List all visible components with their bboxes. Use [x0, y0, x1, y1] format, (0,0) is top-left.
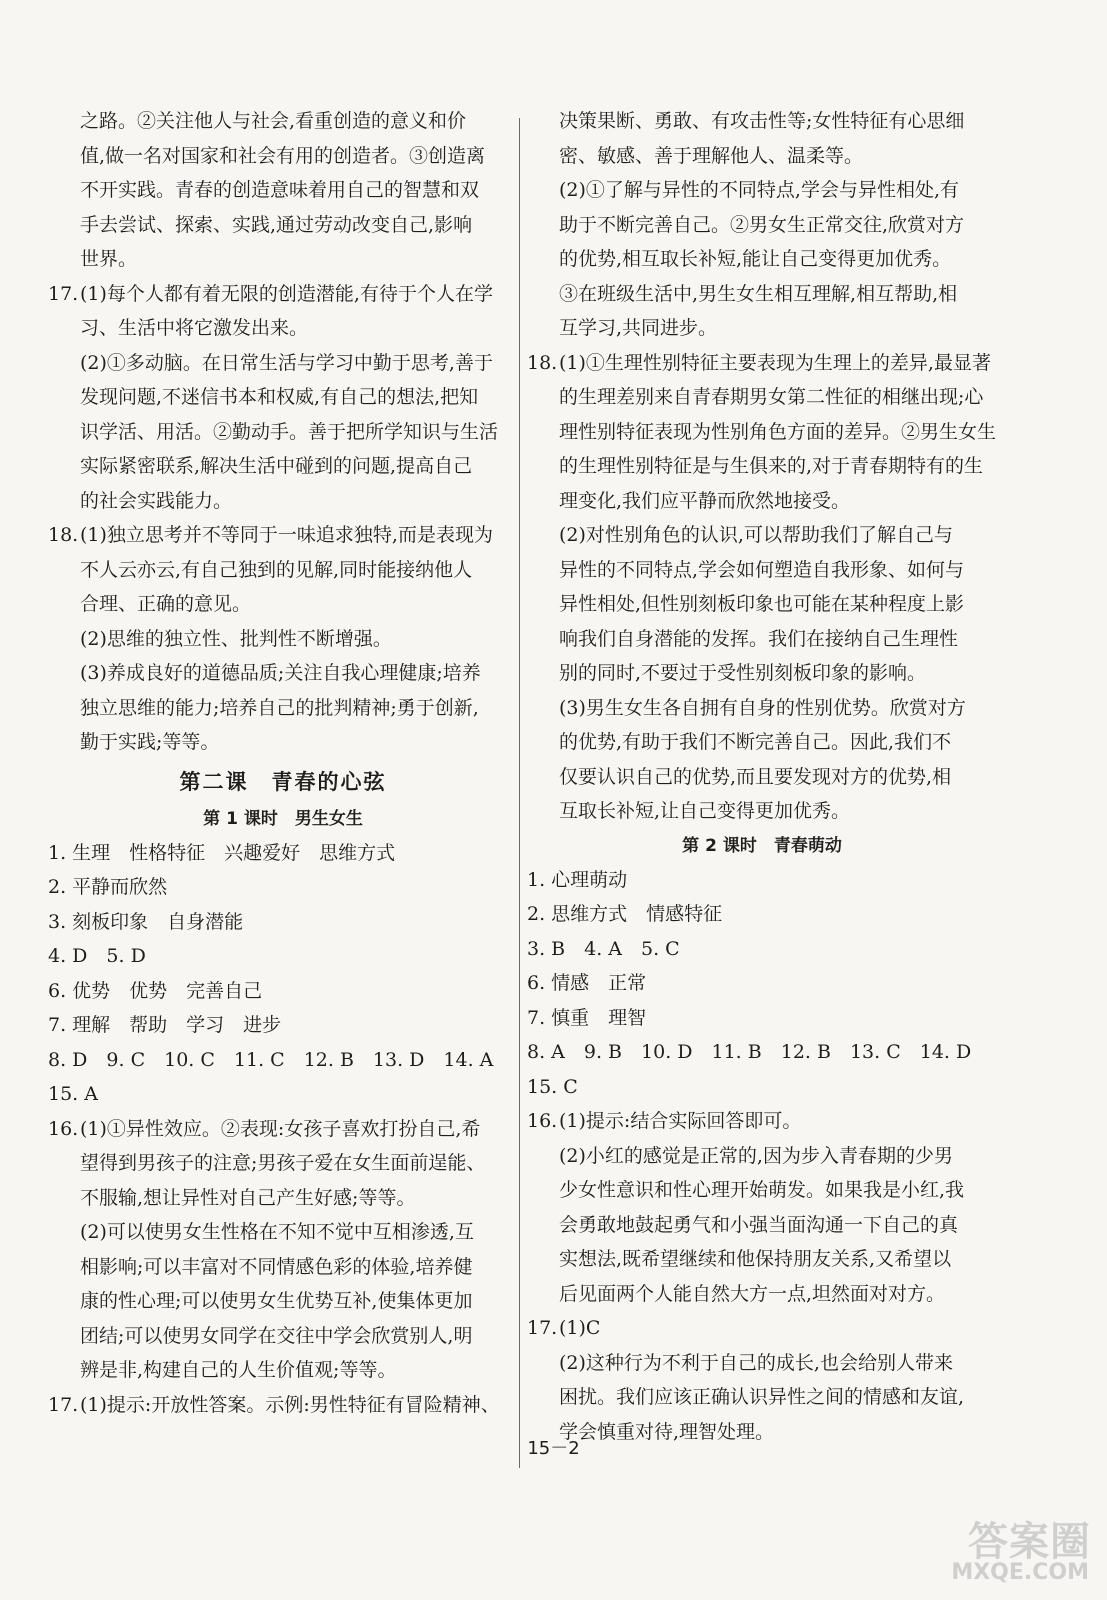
text-line: 仅要认识自己的优势,而且要发现对方的优势,相	[559, 765, 952, 788]
answer-17-period1	[48, 1388, 518, 1423]
text-line: (2)思维的独立性、批判性不断增强。	[80, 627, 392, 650]
answer-line: 3. 刻板印象 自身潜能	[48, 910, 244, 933]
answer-18	[527, 346, 997, 829]
text-line: (2)小红的感觉是正常的,因为步入青春期的少男	[559, 1144, 953, 1167]
text-line: (1)每个人都有着无限的创造潜能,有待于个人在学	[80, 282, 493, 305]
answer-line: 8. D 9. C 10. C 11. C 12. B 13. D 14. A	[48, 1048, 494, 1071]
answer-17	[48, 277, 518, 519]
text-line: 手去尝试、探索、实践,通过劳动改变自己,影响	[80, 213, 473, 236]
text-line: (1)C	[559, 1317, 601, 1339]
text-line: 理变化,我们应平静而欣然地接受。	[559, 489, 851, 512]
text-line: (2)①了解与异性的不同特点,学会与异性相处,有	[559, 179, 959, 201]
answer-line: 6. 情感 正常	[527, 972, 647, 994]
answer-line: 15. C	[527, 1075, 578, 1098]
question-number: 18.	[48, 524, 79, 546]
text-line: ③在班级生活中,男生女生相互理解,相互帮助,相	[559, 282, 958, 305]
text-line: 辨是非,构建自己的人生价值观;等等。	[80, 1359, 397, 1381]
short-answers	[527, 863, 997, 1105]
text-line: 不开实践。青春的创造意味着用自己的智慧和双	[80, 179, 480, 201]
right-column	[527, 104, 997, 1449]
text-line: 后见面两个人能自然大方一点,坦然面对对方。	[559, 1282, 946, 1305]
text-line: 的生理差别来自青春期男女第二性征的相继出现;心	[559, 386, 984, 408]
text-line: 望得到男孩子的注意;男孩子爱在女生面前逞能、	[80, 1152, 486, 1174]
text-line: 发现问题,不迷信书本和权威,有自己的想法,把知	[80, 386, 479, 408]
text-line: 不人云亦云,有自己独到的见解,同时能接纳他人	[80, 558, 473, 581]
text-line: 之路。②关注他人与社会,看重创造的意义和价	[80, 110, 467, 132]
text-line: (2)可以使男女生性格在不知不觉中互相渗透,互	[80, 1221, 474, 1243]
short-answers	[48, 836, 518, 1112]
text-line: 习、生活中将它激发出来。	[80, 317, 309, 339]
answer-line: 2. 平静而欣然	[48, 876, 168, 898]
text-line: 异性的不同特点,学会如何塑造自我形象、如何与	[559, 558, 965, 581]
text-line: (2)对性别角色的认识,可以帮助我们了解自己与	[559, 524, 953, 546]
lesson-title: 第二课 青春的心弦	[179, 769, 387, 794]
text-line: 实想法,既希望继续和他保持朋友关系,又希望以	[559, 1248, 952, 1270]
column-divider	[519, 118, 520, 1468]
text-line: 异性相处,但性别刻板印象也可能在某种程度上影	[559, 593, 965, 615]
text-line: (1)①异性效应。②表现:女孩子喜欢打扮自己,希	[80, 1117, 481, 1140]
text-line: 的生理性别特征是与生俱来的,对于青春期特有的生	[559, 455, 984, 477]
text-line: 团结;可以使男女同学在交往中学会欣赏别人,明	[80, 1324, 473, 1347]
question-number: 18.	[527, 351, 558, 374]
text-line: 康的性心理;可以使男女生优势互补,使集体更加	[80, 1290, 473, 1312]
text-line: 的优势,有助于我们不断完善自己。因此,我们不	[559, 731, 952, 753]
text-line: 勤于实践;等等。	[80, 731, 220, 753]
text-line: 别的同时,不要过于受性别刻板印象的影响。	[559, 662, 927, 684]
answer-16	[48, 1112, 518, 1388]
left-column	[48, 104, 518, 1422]
question-number: 17.	[48, 282, 79, 305]
answer-line: 1. 生理 性格特征 兴趣爱好 思维方式	[48, 841, 396, 864]
intro-block	[48, 104, 518, 277]
answer-17	[527, 1311, 997, 1449]
question-number: 16.	[48, 1117, 79, 1140]
answer-line: 6. 优势 优势 完善自己	[48, 979, 263, 1002]
text-line: 独立思维的能力;培养自己的批判精神;勇于创新,	[80, 696, 479, 719]
question-number: 17.	[527, 1317, 558, 1339]
answer-line: 2. 思维方式 情感特征	[527, 903, 723, 925]
text-line: (1)提示:开放性答案。示例:男性特征有冒险精神、	[80, 1393, 500, 1416]
answer-line: 7. 慎重 理智	[527, 1006, 647, 1029]
text-line: (1)①生理性别特征主要表现为生理上的差异,最显著	[559, 351, 991, 374]
answer-line: 1. 心理萌动	[527, 868, 628, 891]
text-line: 合理、正确的意见。	[80, 593, 252, 615]
question-number: 16.	[527, 1110, 558, 1132]
text-line: (1)独立思考并不等同于一味追求独特,而是表现为	[80, 524, 493, 546]
text-line: 互学习,共同进步。	[559, 317, 718, 339]
text-line: 的社会实践能力。	[80, 489, 233, 512]
text-line: (2)这种行为不利于自己的成长,也会给别人带来	[559, 1351, 953, 1374]
answer-line: 8. A 9. B 10. D 11. B 12. B 13. C 14. D	[527, 1041, 972, 1063]
text-line: 实际紧密联系,解决生活中碰到的问题,提高自己	[80, 455, 473, 477]
text-line: (3)男生女生各自拥有自身的性别优势。欣赏对方	[559, 696, 966, 719]
text-line: 识学活、用活。②勤动手。善于把所学知识与生活	[80, 420, 499, 443]
answer-line: 3. B 4. A 5. C	[527, 937, 680, 960]
period-title: 第 2 课时 青春萌动	[682, 835, 842, 856]
page-number: 15－2	[527, 1438, 580, 1459]
text-line: 相影响;可以丰富对不同情感色彩的体验,培养健	[80, 1255, 473, 1278]
text-line: 响我们自身潜能的发挥。我们在接纳自己生理性	[559, 627, 959, 650]
text-line: 困扰。我们应该正确认识异性之间的情感和友谊,	[559, 1386, 965, 1408]
text-line: 不服输,想让异性对自己产生好感;等等。	[80, 1186, 416, 1209]
text-line: 世界。	[80, 248, 138, 270]
continued-block	[527, 104, 997, 346]
text-line: 的优势,相互取长补短,能让自己变得更加优秀。	[559, 248, 952, 270]
answer-16	[527, 1104, 997, 1311]
text-line: 少女性意识和性心理开始萌发。如果我是小红,我	[559, 1179, 965, 1201]
text-line: (1)提示:结合实际回答即可。	[559, 1110, 802, 1132]
question-number: 17.	[48, 1393, 79, 1416]
watermark-url: MXQE.COM	[951, 1560, 1089, 1585]
watermark-logo	[937, 1510, 1097, 1588]
answer-line: 15. A	[48, 1083, 98, 1105]
text-line: 密、敏感、善于理解他人、温柔等。	[559, 144, 864, 167]
watermark-text: 答案圈	[968, 1519, 1091, 1565]
text-line: 决策果断、勇敢、有攻击性等;女性特征有心思细	[559, 110, 965, 132]
text-line: 互取长补短,让自己变得更加优秀。	[559, 800, 851, 822]
text-line: 助于不断完善自己。②男女生正常交往,欣赏对方	[559, 213, 965, 236]
text-line: (3)养成良好的道德品质;关注自我心理健康;培养	[80, 662, 481, 684]
text-line: 理性别特征表现为性别角色方面的差异。②男生女生	[559, 420, 997, 443]
text-line: 值,做一名对国家和社会有用的创造者。③创造离	[80, 144, 486, 167]
text-line: 学会慎重对待,理智处理。	[559, 1420, 775, 1443]
answer-18	[48, 518, 518, 760]
text-line: (2)①多动脑。在日常生活与学习中勤于思考,善于	[80, 351, 493, 374]
answer-line: 4. D 5. D	[48, 945, 146, 967]
period-title: 第 1 课时 男生女生	[203, 808, 363, 829]
answer-line: 7. 理解 帮助 学习 进步	[48, 1014, 282, 1036]
text-line: 会勇敢地鼓起勇气和小强当面沟通一下自己的真	[559, 1213, 959, 1236]
